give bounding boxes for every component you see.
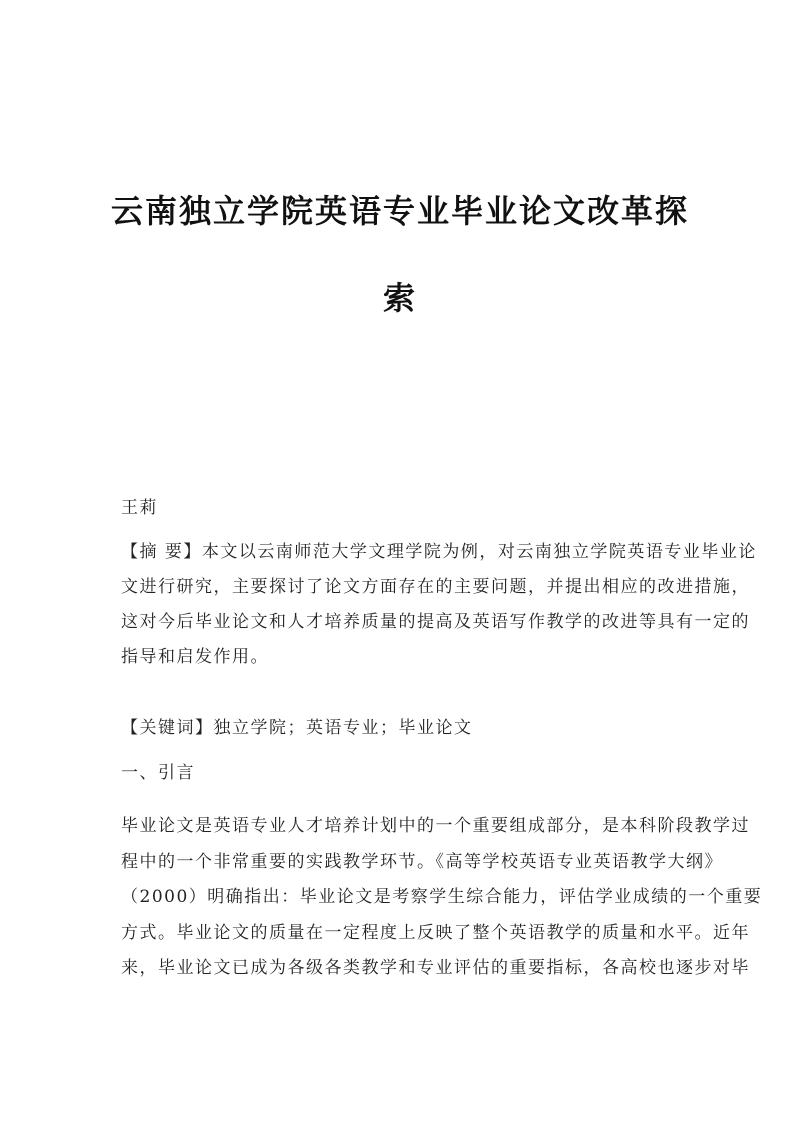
abstract-line: 指导和启发作用。 — [121, 647, 269, 667]
section-heading-introduction: 一、引言 — [121, 763, 195, 783]
paper-title-line-1: 云南独立学院英语专业毕业论文改革探 — [110, 192, 689, 230]
introduction-paragraph — [121, 810, 763, 988]
intro-line: 方式。毕业论文的质量在一定程度上反映了整个英语教学的质量和水平。近年 — [121, 922, 750, 943]
intro-line: 程中的一个非常重要的实践教学环节。《高等学校英语专业英语教学大纲》 — [121, 851, 723, 872]
intro-line: 毕业论文是英语专业人才培养计划中的一个重要组成部分，是本科阶段教学过 — [121, 816, 750, 836]
intro-line: 来，毕业论文已成为各级各类教学和专业评估的重要指标，各高校也逐步对毕 — [121, 958, 750, 978]
keywords-line: 【关键词】独立学院；英语专业；毕业论文 — [121, 718, 473, 738]
paper-title-line-2: 索 — [382, 279, 417, 317]
abstract-line: 文进行研究，主要探讨了论文方面存在的主要问题，并提出相应的改进措施， — [121, 577, 750, 597]
author-name: 王莉 — [121, 498, 158, 518]
abstract-paragraph — [121, 536, 757, 676]
abstract-line: 【摘 要】本文以云南师范大学文理学院为例，对云南独立学院英语专业毕业论 — [121, 542, 757, 562]
abstract-line: 这对今后毕业论文和人才培养质量的提高及英语写作教学的改进等具有一定的 — [121, 612, 750, 632]
intro-line: （2000）明确指出：毕业论文是考察学生综合能力，评估学业成绩的一个重要 — [121, 887, 763, 907]
